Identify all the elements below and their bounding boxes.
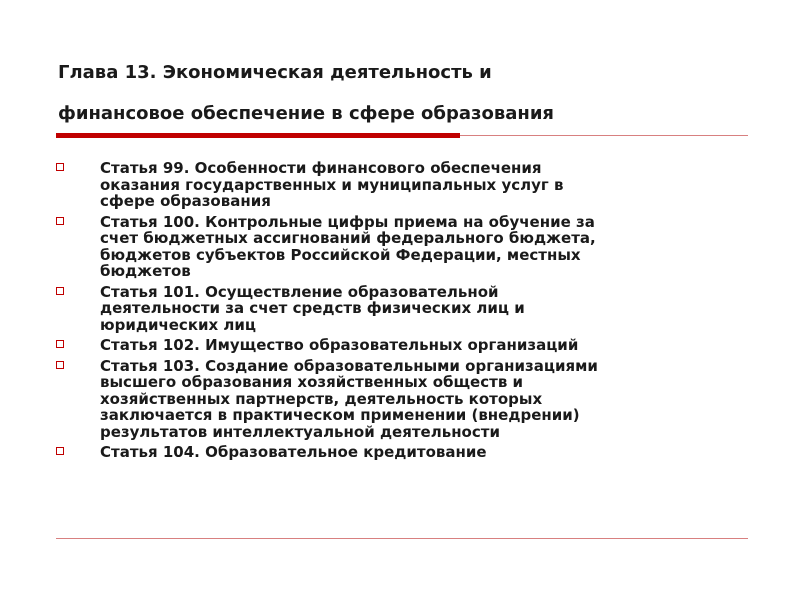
list-item-line: оказания государственных и муниципальных услуг в	[100, 175, 564, 194]
slide-title-line-2: финансовое обеспечение в сфере образования	[58, 103, 554, 124]
footer-divider	[56, 538, 748, 539]
title-divider-thin	[460, 135, 748, 136]
list-item-article-101	[52, 284, 752, 334]
list-item-line: высшего образования хозяйственных обществ и	[100, 373, 524, 391]
list-item-line: Статья 99. Особенности финансового обеспечения	[100, 159, 542, 177]
square-bullet-icon	[56, 163, 64, 171]
square-bullet-icon	[56, 361, 64, 369]
list-item-line: Статья 100. Контрольные цифры приема на обучение за	[100, 212, 595, 231]
list-item-line: Статья 101. Осуществление образовательной	[100, 282, 499, 301]
title-divider-thick	[56, 133, 460, 138]
list-item-line: бюджетов субъектов Российской Федерации, местных	[100, 245, 581, 264]
list-item-article-102	[52, 337, 752, 354]
list-item-line: юридических лиц	[100, 315, 257, 334]
article-list	[52, 160, 752, 465]
list-item-line: заключается в практическом применении (внедрении)	[100, 406, 580, 424]
slide-title-line-1: Глава 13. Экономическая деятельность и	[58, 62, 492, 83]
list-item-article-103	[52, 358, 752, 441]
list-item-article-99	[52, 160, 752, 210]
list-item-line: Статья 103. Создание образовательными организациями	[100, 356, 598, 375]
slide-title	[58, 52, 758, 134]
square-bullet-icon	[56, 287, 64, 295]
square-bullet-icon	[56, 447, 64, 455]
square-bullet-icon	[56, 217, 64, 225]
list-item-line: счет бюджетных ассигнований федерального бюджета,	[100, 229, 596, 247]
list-item-line: деятельности за счет средств физических лиц и	[100, 299, 525, 317]
title-divider	[56, 133, 748, 138]
square-bullet-icon	[56, 340, 64, 348]
list-item-line: результатов интеллектуальной деятельности	[100, 422, 500, 441]
list-item-article-100	[52, 214, 752, 280]
list-item-line: Статья 104. Образовательное кредитование	[100, 443, 487, 461]
list-item-article-104	[52, 444, 752, 461]
list-item-line: Статья 102. Имущество образовательных организаций	[100, 336, 579, 354]
list-item-line: бюджетов	[100, 262, 191, 280]
list-item-line: хозяйственных партнерств, деятельность которых	[100, 389, 543, 408]
list-item-line: сфере образования	[100, 192, 271, 210]
